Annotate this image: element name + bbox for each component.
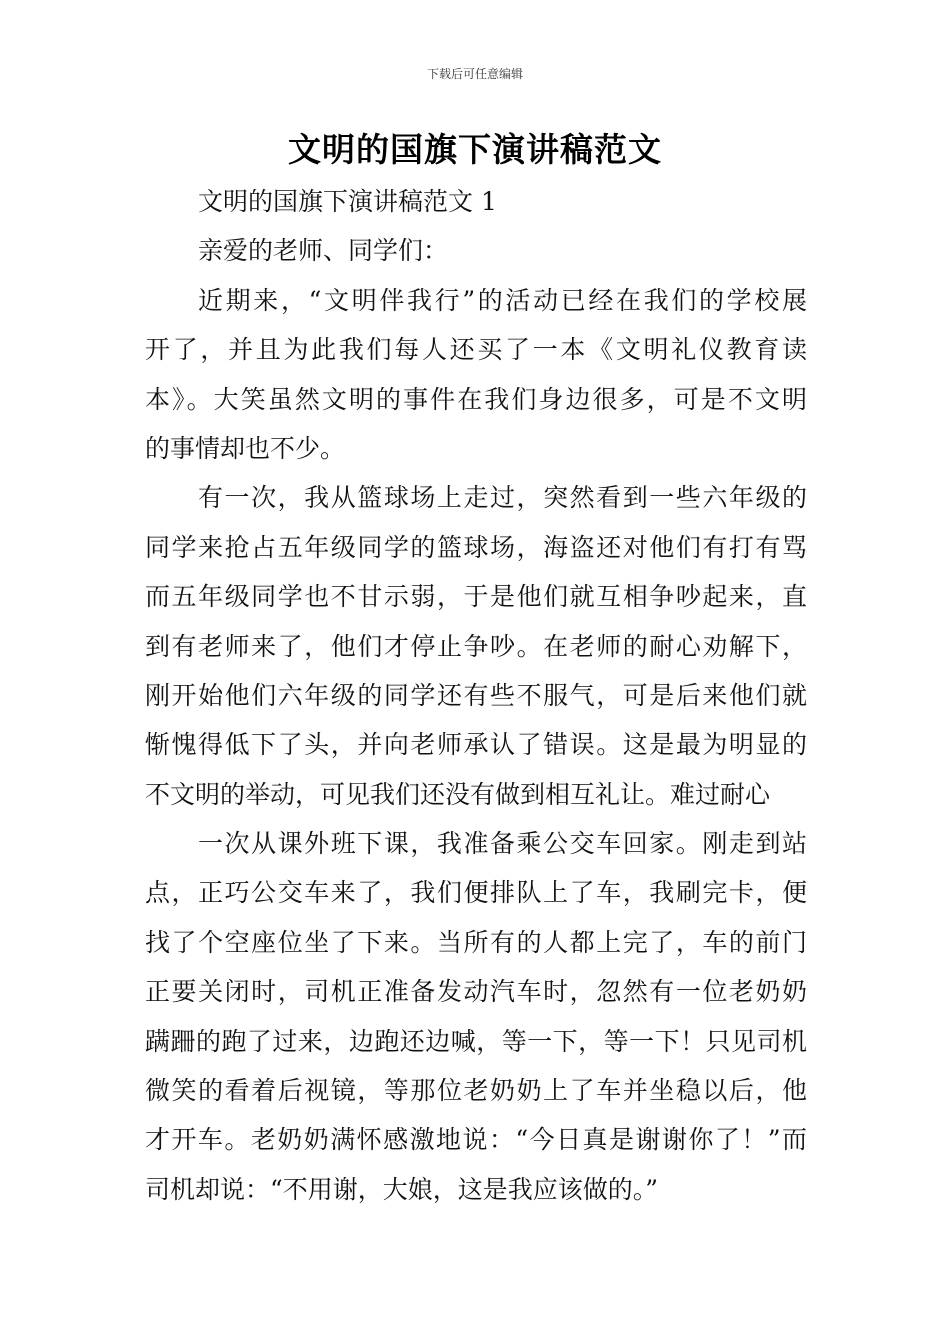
text-line: 惭愧得低下了头，并向老师承认了错误。这是最为明显的 — [145, 730, 807, 760]
header-note: 下载后可任意编辑 — [426, 67, 523, 81]
text-line: 点，正巧公交车来了，我们便排队上了车，我刷完卡，便 — [145, 878, 807, 908]
text-line: 到有老师来了，他们才停止争吵。在老师的耐心劝解下， — [145, 631, 807, 661]
text-line: 找了个空座位坐了下来。当所有的人都上完了，车的前门 — [145, 927, 807, 957]
text-line: 亲爱的老师、同学们： — [198, 236, 449, 266]
text-line: 不文明的举动，可见我们还没有做到相互礼让。难过耐心 — [145, 779, 771, 809]
text-line: 刚开始他们六年级的同学还有些不服气，可是后来他们就 — [145, 680, 807, 710]
text-line: 文明的国旗下演讲稿范文 1 — [198, 187, 497, 216]
text-line: 蹒跚的跑了过来，边跑还边喊，等一下，等一下！只见司机 — [145, 1026, 807, 1056]
text-line: 微笑的看着后视镜，等那位老奶奶上了车并坐稳以后，他 — [145, 1076, 807, 1106]
text-line: 而五年级同学也不甘示弱，于是他们就互相争吵起来，直 — [145, 582, 807, 612]
text-line: 正要关闭时，司机正准备发动汽车时，忽然有一位老奶奶 — [145, 977, 807, 1007]
body-text — [145, 177, 807, 1214]
text-line: 有一次，我从篮球场上走过，突然看到一些六年级的 — [198, 483, 807, 513]
text-line: 本》。大笑虽然文明的事件在我们身边很多，可是不文明 — [145, 384, 807, 414]
text-line: 近期来，“文明伴我行”的活动已经在我们的学校展 — [198, 285, 807, 315]
document-title: 文明的国旗下演讲稿范文 — [288, 130, 662, 169]
text-line: 开了，并且为此我们每人还买了一本《文明礼仪教育读 — [145, 335, 807, 365]
text-line: 一次从课外班下课，我准备乘公交车回家。刚走到站 — [198, 829, 807, 859]
text-line: 才开车。老奶奶满怀感激地说：“今日真是谢谢你了！”而 — [145, 1125, 807, 1155]
text-line: 同学来抢占五年级同学的篮球场，海盗还对他们有打有骂 — [145, 532, 807, 562]
text-line: 的事情却也不少。 — [145, 433, 346, 463]
text-line: 司机却说：“不用谢，大娘，这是我应该做的。” — [145, 1174, 659, 1204]
